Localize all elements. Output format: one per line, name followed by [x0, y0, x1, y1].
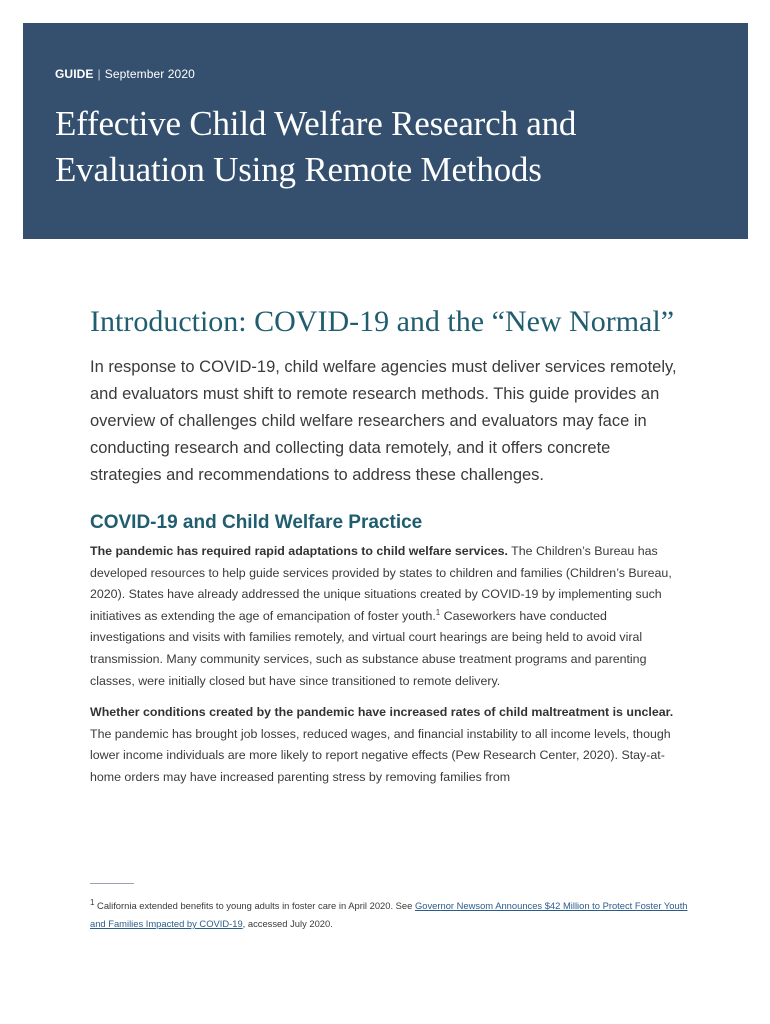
intro-lead-paragraph: In response to COVID-19, child welfare agencies must deliver services remotely, and evaluators must shift to remote research methods. This guide provides an overview of challenges child welfare researchers and evaluators may face in conducting research and collecting data remotely, and it offers concrete strategies and recommendations to address these challenges. — [90, 358, 677, 484]
paragraph-1-lead-sentence: The pandemic has required rapid adaptations to child welfare services. — [90, 544, 508, 558]
title-line-1: Effective Child Welfare Research and — [55, 104, 577, 143]
footnote-marker: 1 — [90, 897, 95, 907]
section-heading: COVID-19 and Child Welfare Practice — [90, 512, 423, 533]
paragraph-1-text-b: Caseworkers have conducted investigations and visits with families remotely, and virtual court hearings are being held to avoid viral transmission. Many community services, such as substance abuse treatment programs and parenting classes, were initially closed but have since transitioned to remote delivery. — [90, 608, 647, 688]
document-type-label: GUIDE — [55, 67, 94, 81]
section-paragraph-1 — [90, 541, 680, 692]
paragraph-2-lead-sentence: Whether conditions created by the pandemic have increased rates of child maltreatment is unclear. — [90, 705, 674, 720]
intro-heading: Introduction: COVID-19 and the “New Normal” — [90, 305, 675, 338]
paragraph-2-text: The pandemic has brought job losses, reduced wages, and financial instability to all income levels, though lower income individuals are more likely to report negative effects (Pew Research Center, 2020). Stay-at-home orders may have increased parenting stress by removing families from — [90, 726, 671, 784]
footnote-divider — [90, 883, 134, 884]
main-content — [90, 300, 680, 789]
meta-separator: | — [97, 67, 101, 81]
footnote-text-b: , accessed July 2020. — [242, 918, 333, 929]
document-title — [55, 101, 716, 193]
title-line-2: Evaluation Using Remote Methods — [55, 150, 542, 189]
paragraph-1-text-a: The Children’s Bureau has developed resources to help guide services provided by states to children and families (Children’s Bureau, 2020). States have already addressed the unique situations created by COVID-19 by implementing such initiatives as extending the age of emancipation of foster youth. — [90, 544, 672, 623]
footnote-link[interactable]: Governor Newsom Announces $42 Million to Protect Foster Youth and Families Impacted by COVID-19 — [90, 900, 688, 929]
publication-date: September 2020 — [104, 67, 195, 81]
section-paragraph-2 — [90, 702, 680, 788]
document-meta — [55, 67, 716, 81]
header-banner — [23, 23, 748, 239]
footnote-text-a: California extended benefits to young adults in foster care in April 2020. See — [94, 900, 415, 911]
footnote-reference[interactable]: 1 — [435, 607, 441, 617]
footnote — [90, 897, 690, 933]
